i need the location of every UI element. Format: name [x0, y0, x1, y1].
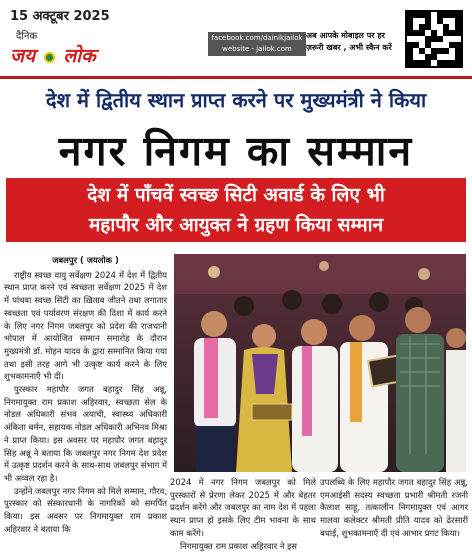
strap-line-2: महापौर और आयुक्त ने ग्रहण किया सम्मान — [88, 214, 384, 236]
qr-code-icon[interactable] — [405, 10, 463, 68]
article-paragraph: राष्ट्रीय स्वच्छ वायु सर्वेक्षण 2024 में देश में द्वितीय स्थान प्राप्त करने एवं स्वच्छता सर्वेक्षण 2025 में देश में पांचवा स्वच्छ सिटी का ख़िताब जीतने तथा लगातार स्वच्छता एवं पर्यावरण संरक्षण की दिशा में कार्य करने के लिए नगर निगम जबलपुर को प्रदेश की राजधानी भोपाल में आयोजित सम्मान समारोह के दौरान मुख्यमंत्री डॉ. मोहन यादव के द्वारा सम्मानित किया गया तथा इसी तरह आगे भी उत्कृष्ट कार्य करने के लिए शुभकामनाएँ भी दीं। — [4, 269, 167, 382]
promo-line-1: अब आपके मोबाइल पर हर — [306, 31, 385, 40]
headline-kicker: देश में द्वितीय स्थान प्राप्त करने पर मुख्यमंत्री ने किया — [45, 88, 427, 112]
article-dateline: जबलपुर ( जयलोक ) — [52, 255, 119, 265]
logo-word-right: लोक — [63, 45, 96, 67]
article-column-middle — [170, 476, 316, 552]
edition-date: 15 अक्टूबर 2025 — [10, 9, 110, 24]
article-paragraph: उपलब्धि के लिए महापौर जगत बहादुर सिंह अन्नू, एमआईसी सदस्य स्वच्छता प्रभारी श्रीमती रजनी कैलाश साहू, तत्कालीन निगमायुक्त एवं आगर मालवा कलेक्टर श्रीमती प्रीति यादव को ढेरसारी बधाई, शुभकामनाएँ दीं एवं आभार प्रगट किया। — [320, 477, 468, 538]
logo-wordmark — [10, 42, 96, 68]
article-paragraph: उन्होंने जबलपुर नगर निगम को मिले सम्मान, गौरव, पुरस्कार को संस्कारधानी के नागरिकों को समर्पित किया। इस अवसर पर निगमायुक्त राम प्रकाश अहिरवार ने बताया कि — [4, 485, 167, 534]
award-ceremony-photo — [174, 254, 466, 472]
scan-promo — [306, 30, 402, 54]
masthead-divider — [0, 76, 472, 79]
facebook-link[interactable]: facebook.com/dainikjailok — [211, 34, 303, 42]
logo-daily-label: दैनिक — [16, 31, 38, 42]
masthead — [0, 0, 472, 76]
strap-line-1: देश में पाँचवें स्वच्छ सिटी अवार्ड के लिए भी — [87, 184, 385, 206]
promo-line-2: ज़रूरी खबर , अभी स्कैन करें — [306, 43, 392, 52]
headline-main: नगर निगम का सम्मान — [58, 127, 414, 175]
logo-word-left: जय — [10, 45, 36, 67]
website-link[interactable]: website - jailok.com — [222, 45, 292, 53]
article-column-left — [4, 254, 167, 535]
article-paragraph: 2024 में नगर निगम जबलपुर को मिले पुरस्कारों से प्रेरणा लेकर 2025 में और बेहतर प्रदर्शन करेंगे और जबलपुर का नाम देश में पहला स्थान प्राप्त हो इसके लिए टीम भावना के साथ काम करेंगे। — [170, 477, 316, 538]
globe-icon — [44, 52, 55, 63]
newspaper-logo — [10, 28, 160, 72]
article-column-right — [320, 476, 468, 540]
article-paragraph: निगमायुक्त राम प्रकाश अहिरवार ने इस — [180, 540, 297, 551]
article-paragraph: पुरस्कार महापौर जगत बहादुर सिंह अन्नू, निगमायुक्त राम प्रकाश अहिरवार, स्वच्छता सेल के नोडल अधिकारी संभव अयाची, स्वास्थ्य अधिकारी अंकिता बर्मन, सहायक नोडल अधिकारी अभिनव मिश्रा ने प्राप्त किया। इस अवसर पर महापौर जगत बहादुर सिंह अन्नू ने बताया कि जबलपुर नगर निगम देश प्रदेश में उत्कृष्ट प्रदर्शन करने के साथ-साथ जबलपुर संभाग में भी अव्वल रहा है। — [4, 384, 167, 483]
headline-strap — [6, 178, 466, 242]
web-links-box — [208, 32, 306, 56]
